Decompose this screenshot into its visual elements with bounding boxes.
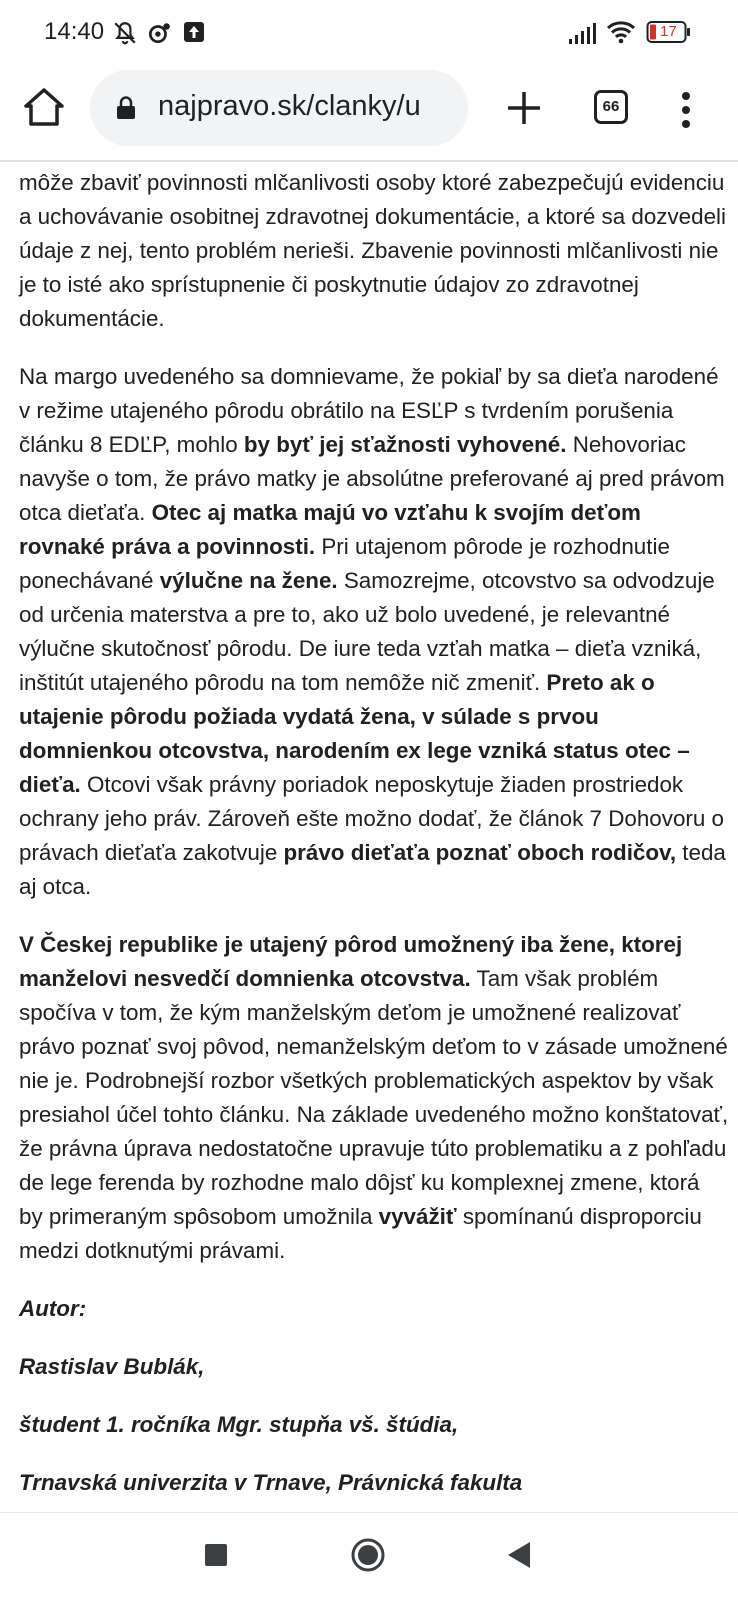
lock-icon: [116, 96, 136, 120]
text-span: Samozrejme, otcovstvo sa odvodzuje od určenia materstva a pre to, ako už bolo uvedené, je relevantné výlučne skutočnosť pôrodu. De iure teda vzťah matka – dieťa vzniká, inštitút utajeného pôrodu na tom nemôže nič zmeniť.: [19, 568, 715, 695]
bold-span: Preto ak o utajenie pôrodu požiada vydatá žena, v súlade s prvou domnienkou otcovstva, narodením ex lege vzniká status otec – dieťa.: [19, 670, 690, 797]
status-time: 14:40: [44, 18, 105, 45]
battery-level: 17: [660, 23, 677, 40]
bell-off-icon: [112, 20, 138, 46]
home-button[interactable]: [351, 1538, 385, 1572]
upload-icon: [182, 20, 206, 44]
text-span: Nehovoriac navyše o tom, že právo matky je absolútne preferované aj pred právom otca dieťaťa.: [19, 432, 725, 525]
author-role: študent 1. ročníka Mgr. stupňa vš. štúdia,: [19, 1412, 459, 1437]
article-body: [19, 166, 729, 1524]
home-icon[interactable]: [20, 84, 68, 132]
back-button[interactable]: [508, 1542, 530, 1568]
wifi-icon: [606, 20, 636, 44]
text-span: teda aj otca.: [19, 840, 726, 899]
paragraph-1: [19, 166, 729, 336]
text-span: Otcovi však právny poriadok neposkytuje žiaden prostriedok ochrany jeho práv. Zároveň ešte možno dodať, že článok 7 Dohovoru o právach dieťaťa zakotvuje: [19, 772, 724, 865]
tab-count: 66: [602, 98, 620, 115]
text-span: Tam však problém spočíva v tom, že kým manželským deťom je umožnené realizovať právo poznať svoj pôvod, nemanželským deťom to v zásade umožnené nie je. Podrobnejší rozbor všetkých problematických aspektov by však presiahol účel tohto článku. Na základe uvedeného možno konštatovať, že právna úprava nedostatočne upravuje túto problematiku a z pohľadu de lege ferenda by rozhodne malo dôjsť ku komplexnej zmene, ktorá by primeraným spôsobom umožnila: [19, 966, 729, 1229]
notification-icon: [146, 20, 172, 46]
recents-button[interactable]: [205, 1544, 227, 1566]
bold-span: Otec aj matka majú vo vzťahu k svojím deťom rovnaké práva a povinnosti.: [19, 500, 641, 559]
navigation-bar: [0, 1512, 738, 1601]
bold-span: právo dieťaťa poznať oboch rodičov,: [283, 840, 677, 865]
text-span: Na margo uvedeného sa domnievame, že pokiaľ by sa dieťa narodené v režime utajeného pôrodu obrátilo na ESĽP s tvrdením porušenia článku 8 EDĽP, mohlo: [19, 364, 719, 457]
signal-icon: [568, 22, 598, 44]
browser-toolbar: [0, 64, 738, 160]
author-name: Rastislav Bublák,: [19, 1354, 205, 1379]
text-span: spomínanú disproporciu medzi dotknutými právami.: [19, 1204, 702, 1263]
toolbar-divider: [0, 160, 738, 162]
more-menu-icon[interactable]: [668, 86, 704, 134]
author-school: Trnavská univerzita v Trnave, Právnická fakulta: [19, 1470, 523, 1495]
paragraph-2: [19, 360, 729, 904]
url-text[interactable]: najpravo.sk/clanky/u: [158, 90, 421, 122]
new-tab-icon[interactable]: [504, 88, 544, 128]
status-bar: [0, 0, 738, 64]
tab-switcher-button[interactable]: [594, 90, 628, 124]
paragraph-3: [19, 928, 729, 1268]
bold-span: by byť jej sťažnosti vyhovené.: [243, 432, 567, 457]
bold-span: vyvážiť: [378, 1204, 457, 1229]
text-span: Pri utajenom pôrode je rozhodnutie ponechávané: [19, 534, 670, 593]
omnibox[interactable]: [90, 70, 468, 146]
bold-span: výlučne na žene.: [159, 568, 338, 593]
author-label: Autor:: [19, 1296, 87, 1321]
bold-span: V Českej republike je utajený pôrod umožnený iba žene, ktorej manželovi nesvedčí domnienka otcovstva.: [19, 932, 683, 991]
paragraph-1-text: môže zbaviť povinnosti mlčanlivosti osoby ktoré zabezpečujú evidenciu a uchovávanie osobitnej zdravotnej dokumentácie, a ktoré sa dozvedeli údaje z nej, tento problém nerieši. Zbavenie povinnosti mlčanlivosti nie je to isté ako sprístupnenie či poskytnutie údajov zo zdravotnej dokumentácie.: [19, 170, 726, 331]
